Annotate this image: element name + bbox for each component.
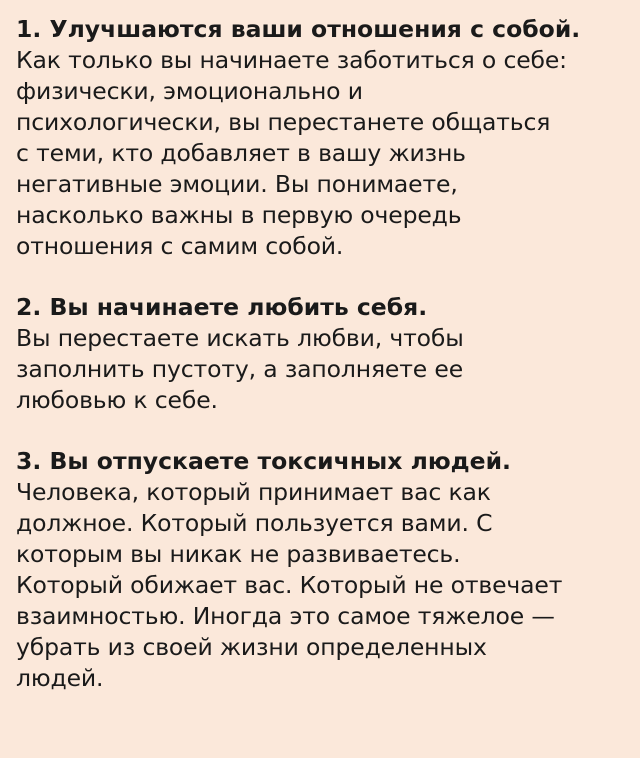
text-line: насколько важны в первую очередь — [16, 201, 462, 229]
text-line: психологически, вы перестанете общаться — [16, 108, 551, 136]
text-line: взаимностью. Иногда это самое тяжелое — — [16, 602, 555, 630]
section-heading: 3. Вы отпускаете токсичных людей. — [16, 447, 511, 475]
text-line: Вы перестаете искать любви, чтобы — [16, 324, 464, 352]
text-line: заполнить пустоту, а заполняете ее — [16, 355, 464, 383]
text-line: людей. — [16, 664, 104, 692]
text-line: должное. Который пользуется вами. С — [16, 509, 493, 537]
section-heading: 2. Вы начинаете любить себя. — [16, 293, 428, 321]
text-line: отношения с самим собой. — [16, 232, 344, 260]
section-3 — [16, 446, 624, 694]
text-line: физически, эмоционально и — [16, 77, 363, 105]
text-line: Как только вы начинаете заботиться о себе: — [16, 46, 567, 74]
text-line: убрать из своей жизни определенных — [16, 633, 487, 661]
text-line: которым вы никак не развиваетесь. — [16, 540, 461, 568]
section-1 — [16, 14, 624, 262]
text-line: негативные эмоции. Вы понимаете, — [16, 170, 458, 198]
section-heading: 1. Улучшаются ваши отношения с собой. — [16, 15, 581, 43]
section-2 — [16, 292, 624, 416]
text-line: с теми, кто добавляет в вашу жизнь — [16, 139, 466, 167]
text-line: Который обижает вас. Который не отвечает — [16, 571, 563, 599]
text-line: любовью к себе. — [16, 386, 218, 414]
text-line: Человека, который принимает вас как — [16, 478, 491, 506]
